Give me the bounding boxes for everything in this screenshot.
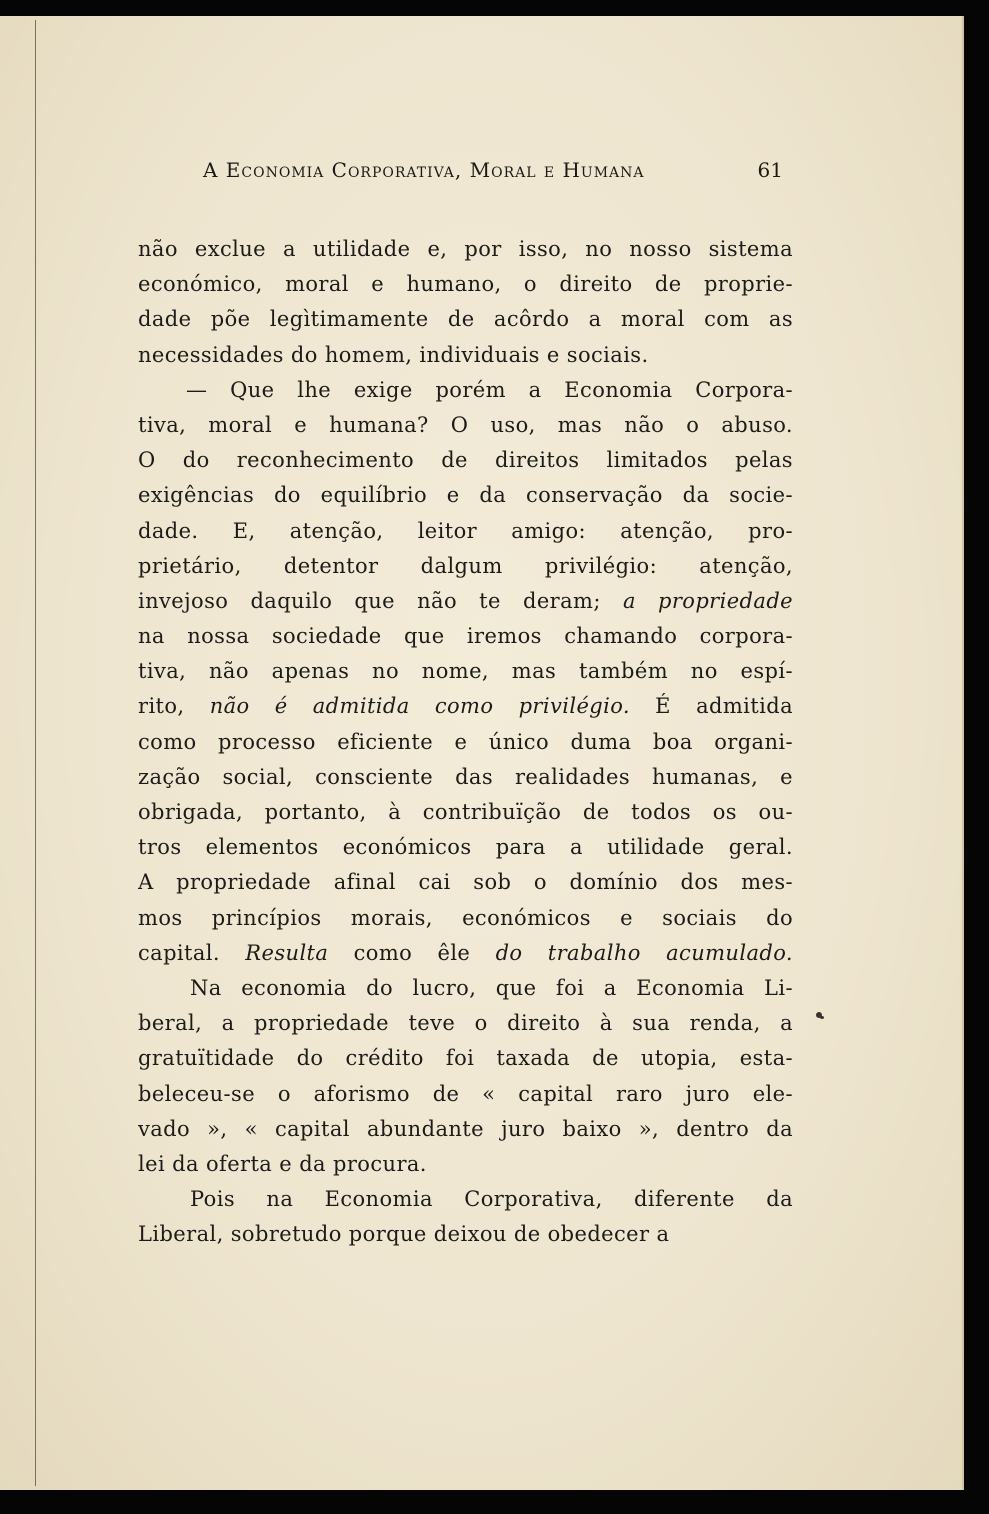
text-segment: vado », « capital abundante juro baixo », dentro da <box>138 1116 793 1141</box>
text-segment: beleceu-se o aforismo de « capital raro juro ele- <box>138 1081 793 1106</box>
text-segment: capital. <box>138 940 246 965</box>
text-line <box>138 936 793 971</box>
text-segment: gratuïtidade do crédito foi taxada de utopia, esta- <box>138 1046 793 1071</box>
text-line <box>138 830 793 865</box>
text-line <box>138 478 793 513</box>
text-line <box>138 725 793 760</box>
text-segment: dade põe legìtimamente de acôrdo a moral com as <box>138 307 793 332</box>
text-segment: Na economia do lucro, que foi a Economia Li- <box>190 975 793 1000</box>
text-line <box>138 1041 793 1076</box>
text-line <box>138 1077 793 1112</box>
text-segment: não exclue a utilidade e, por isso, no nosso sistema <box>138 237 793 261</box>
text-segment: na nossa sociedade que iremos chamando corpora- <box>138 624 793 649</box>
text-segment: dade. E, atenção, leitor amigo: atenção, pro- <box>138 518 793 543</box>
text-segment: invejoso daquilo que não te deram; <box>138 588 623 613</box>
italic-text: não é admitida como privilégio. <box>209 694 630 719</box>
text-segment: O do reconhecimento de direitos limitados pelas <box>138 448 793 473</box>
text-line <box>138 760 793 795</box>
text-segment: prietário, detentor dalgum privilégio: atenção, <box>138 553 793 578</box>
text-segment: como êle <box>328 940 496 965</box>
text-line <box>138 1217 793 1252</box>
text-segment: mos princípios morais, económicos e sociais do <box>138 905 793 930</box>
text-segment: A propriedade afinal cai sob o domínio dos mes- <box>138 870 793 895</box>
text-segment: obrigada, portanto, à contribuïção de todos os ou- <box>138 800 793 824</box>
text-line <box>138 1112 793 1147</box>
text-line <box>138 1182 793 1217</box>
text-line <box>138 549 793 584</box>
body-text <box>138 232 793 1252</box>
text-line <box>138 584 793 619</box>
text-line <box>138 901 793 936</box>
running-title: A Economia Corporativa, Moral e Humana <box>203 158 645 182</box>
text-line <box>138 971 793 1006</box>
text-segment: necessidades do homem, individuais e sociais. <box>138 342 649 367</box>
text-segment: tiva, não apenas no nome, mas também no espí- <box>138 659 793 684</box>
text-line <box>138 443 793 478</box>
paper-speck <box>820 1016 824 1019</box>
text-line <box>138 338 793 373</box>
text-line <box>138 1147 793 1182</box>
text-line <box>138 267 793 302</box>
italic-text: a propriedade <box>622 588 793 613</box>
text-line <box>138 865 793 900</box>
text-segment: tiva, moral e humana? O uso, mas não o abuso. <box>138 412 793 437</box>
text-line <box>138 514 793 549</box>
text-segment: rito, <box>138 694 210 719</box>
text-line <box>138 654 793 689</box>
italic-text: do trabalho acumulado. <box>495 940 793 965</box>
text-line <box>138 1006 793 1041</box>
text-segment: beral, a propriedade teve o direito à sua renda, a <box>138 1011 793 1036</box>
text-segment: É admitida <box>630 694 793 719</box>
text-line <box>138 373 793 408</box>
text-segment: Liberal, sobretudo porque deixou de obedecer a <box>138 1222 670 1247</box>
text-line <box>138 302 793 337</box>
text-segment: tros elementos económicos para a utilidade geral. <box>138 835 793 860</box>
page-number: 61 <box>757 158 783 182</box>
text-segment: lei da oferta e da procura. <box>138 1151 427 1176</box>
page-header <box>203 158 783 188</box>
text-line <box>138 619 793 654</box>
text-segment: como processo eficiente e único duma boa organi- <box>138 729 793 754</box>
text-segment: económico, moral e humano, o direito de proprie- <box>138 272 793 297</box>
italic-text: Resulta <box>245 940 329 965</box>
text-line <box>138 408 793 443</box>
text-segment: Pois na Economia Corporativa, diferente da <box>190 1187 793 1212</box>
text-line <box>138 232 793 267</box>
text-line <box>138 795 793 830</box>
text-segment: exigências do equilíbrio e da conservação da socie- <box>138 483 793 508</box>
text-segment: — Que lhe exige porém a Economia Corpora- <box>186 377 793 402</box>
text-line <box>138 689 793 724</box>
gutter-edge <box>35 20 36 1486</box>
text-segment: zação social, consciente das realidades humanas, e <box>138 764 793 789</box>
